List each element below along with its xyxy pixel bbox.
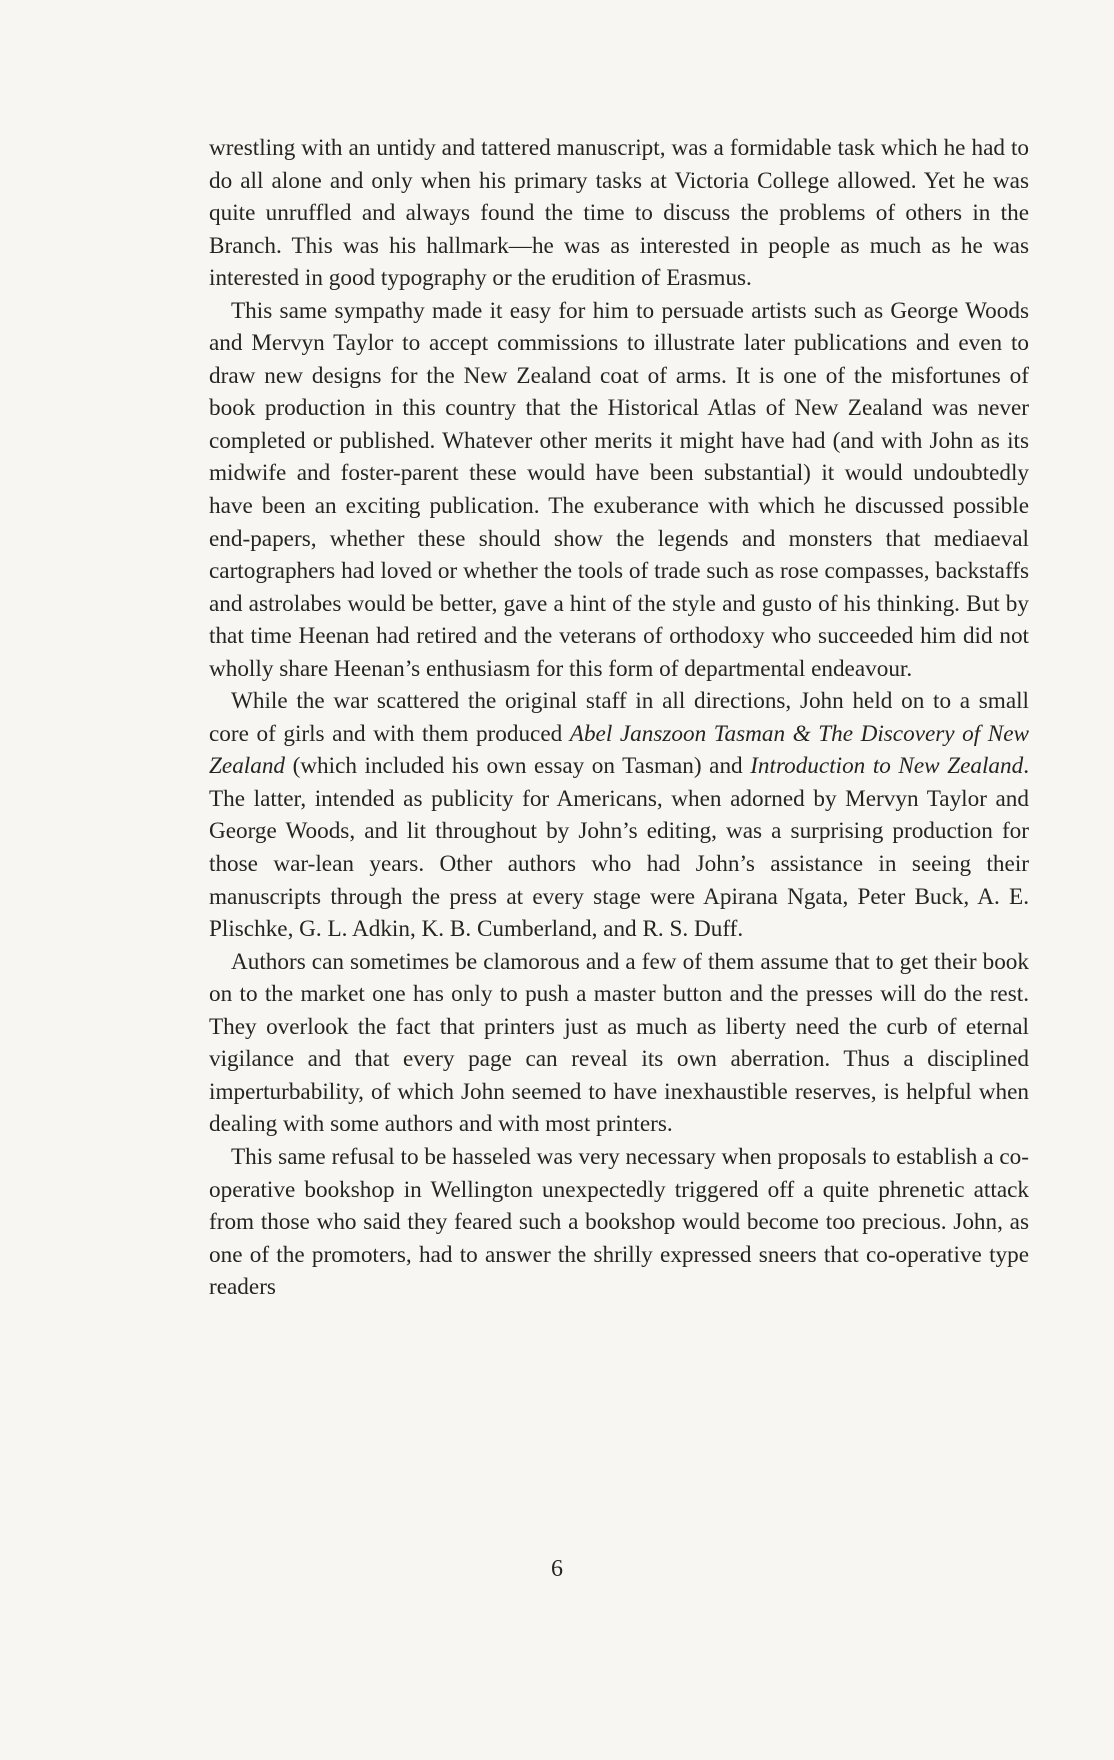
page-number: 6 [551, 1556, 563, 1582]
paragraph-text: This same sympathy made it easy for him to persuade artists such as George Woods and Mervyn Taylor to accept commissions to illustrate later publications and even to draw new designs for the New Zealand coat of arms. It is one of the misfortunes of book production in this country that the Historical Atlas of New Zealand was never completed or published. Whatever other merits it might have had (and with John as its midwife and foster-parent these would have been substantial) it would undoubtedly have been an exciting publication. The exuberance with which he discussed possible end-papers, whether these should show the legends and monsters that mediaeval cartographers had loved or whether the tools of trade such as rose compasses, backstaffs and astrolabes would be better, gave a hint of the style and gusto of his thinking. But by that time Heenan had retired and the veterans of orthodoxy who succeeded him did not wholly share Heenan’s enthusiasm for this form of departmental endeavour. [209, 297, 1029, 682]
paragraph-text: Authors can sometimes be clamorous and a few of them assume that to get their book on to the market one has only to push a master button and the presses will do the rest. They overlook the fact that printers just as much as liberty need the curb of eternal vigilance and that every page can reveal its own aberration. Thus a disciplined imperturbability, of which John seemed to have inexhaustible reserves, is helpful when dealing with some authors and with most printers. [209, 948, 1029, 1138]
paragraph [209, 295, 1029, 686]
paragraph [209, 1141, 1029, 1304]
paragraph [209, 946, 1029, 1141]
italic-title-text: Abel Janszoon Tasman & The Discovery of New Zealand [209, 720, 1029, 780]
body-text [209, 132, 1029, 1304]
paragraph-text: (which included his own essay on Tasman) and [285, 753, 751, 780]
paragraph-text: wrestling with an untidy and tattered manuscript, was a formidable task which he had to do all alone and only when his primary tasks at Victoria College allowed. Yet he was quite unruffled and always found the time to discuss the problems of others in the Branch. This was his hallmark—he was as interested in people as much as he was interested in good typography or the erudition of Erasmus. [209, 135, 1029, 292]
italic-title-text: Introduction to New Zealand [750, 753, 1024, 780]
paragraph-text: This same refusal to be hasseled was very necessary when proposals to establish a co-operative bookshop in Wellington unexpectedly triggered off a quite phrenetic attack from those who said they feared such a bookshop would become too precious. John, as one of the promoters, had to answer the shrilly expressed sneers that co-operative type readers [209, 1143, 1029, 1301]
paragraph [209, 685, 1029, 945]
paragraph-text: While the war scattered the original staff in all directions, John held on to a small core of girls and with them produced [209, 688, 1029, 747]
paragraph-text: . The latter, intended as publicity for Americans, when adorned by Mervyn Taylor and George Woods, and lit throughout by John’s editing, was a surprising production for those war-lean years. Other authors who had John’s assistance in seeing their manuscripts through the press at every stage were Apirana Ngata, Peter Buck, A. E. Plischke, G. L. Adkin, K. B. Cumberland, and R. S. Duff. [209, 753, 1029, 943]
paragraph [209, 132, 1029, 295]
